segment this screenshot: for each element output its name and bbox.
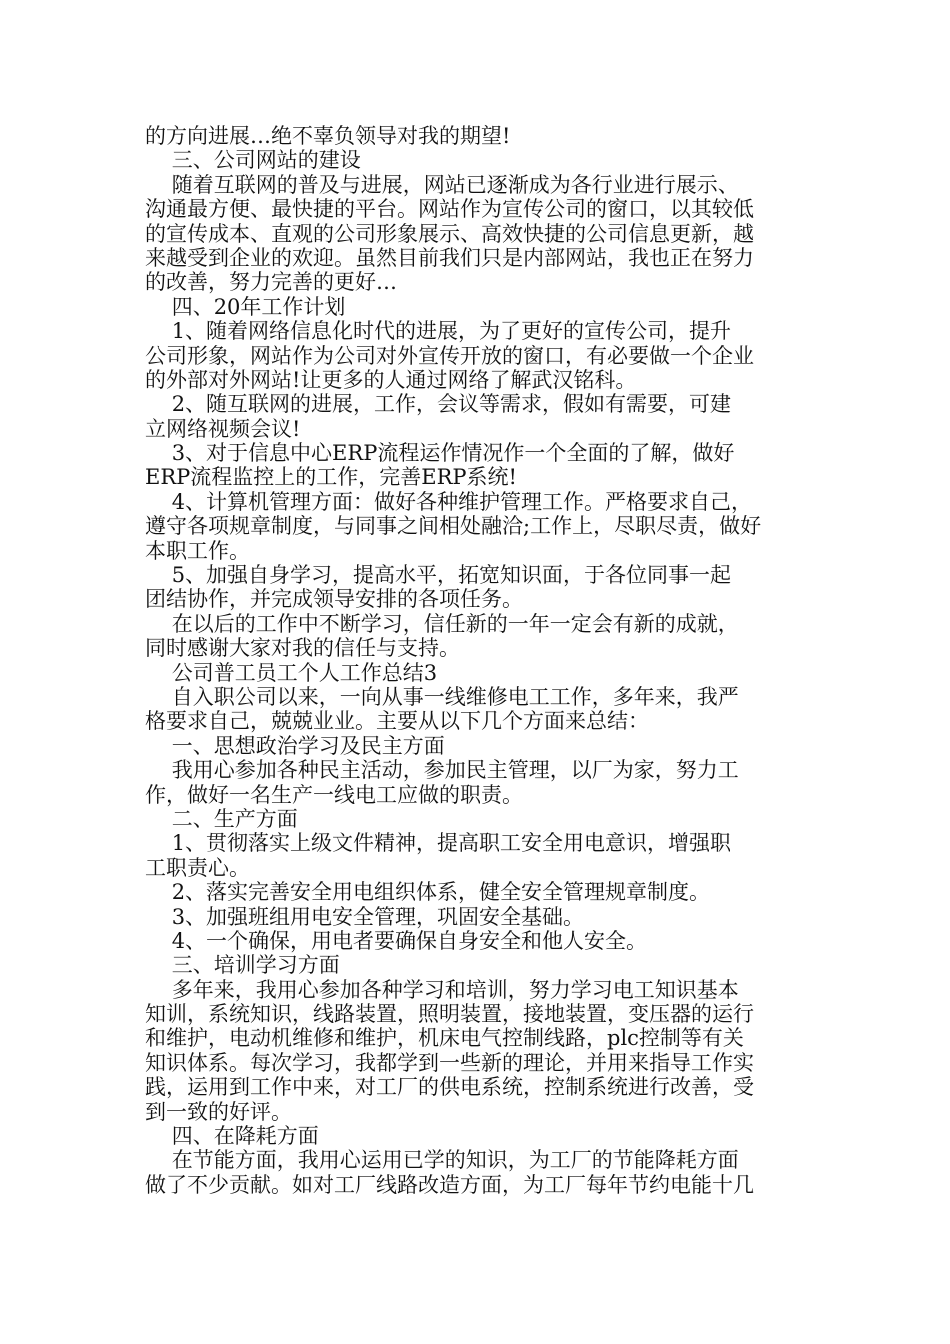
text-line: 作，做好一名生产一线电工应做的职责。 bbox=[145, 782, 523, 807]
text-line: 公司形象，网站作为公司对外宣传开放的窗口，有必要做一个企业 bbox=[145, 343, 754, 368]
text-line: 遵守各项规章制度，与同事之间相处融洽;工作上，尽职尽责，做好 bbox=[145, 514, 762, 539]
text-line: 4、一个确保，用电者要确保自身安全和他人安全。 bbox=[145, 928, 648, 953]
text-line: 随着互联网的普及与进展，网站已逐渐成为各行业进行展示、 bbox=[145, 172, 739, 197]
text-line: 到一致的好评。 bbox=[145, 1099, 292, 1124]
text-line: 2、落实完善安全用电组织体系，健全安全管理规章制度。 bbox=[145, 880, 711, 905]
text-line: ERP流程监控上的工作，完善ERP系统! bbox=[145, 465, 517, 490]
text-line: 立网络视频会议! bbox=[145, 416, 301, 441]
text-line: 我用心参加各种民主活动，参加民主管理，以厂为家，努力工 bbox=[145, 758, 739, 783]
document-body bbox=[145, 124, 810, 1197]
text-line: 自入职公司以来，一向从事一线维修电工工作，多年来，我严 bbox=[145, 684, 739, 709]
text-line: 本职工作。 bbox=[145, 538, 250, 563]
text-line: 5、加强自身学习，提高水平，拓宽知识面，于各位同事一起 bbox=[145, 563, 732, 588]
text-line: 四、20年工作计划 bbox=[145, 294, 346, 319]
text-line: 的方向进展…绝不辜负领导对我的期望! bbox=[145, 124, 511, 148]
text-line: 3、加强班组用电安全管理，巩固安全基础。 bbox=[145, 904, 585, 929]
text-line: 2、随互联网的进展，工作，会议等需求，假如有需要，可建 bbox=[145, 392, 732, 417]
text-line: 三、公司网站的建设 bbox=[145, 148, 361, 173]
text-line: 的宣传成本、直观的公司形象展示、高效快捷的公司信息更新，越 bbox=[145, 221, 754, 246]
text-line: 和维护，电动机维修和维护，机床电气控制线路，plc控制等有关 bbox=[145, 1026, 744, 1051]
text-line: 工职责心。 bbox=[145, 855, 250, 880]
text-line: 在以后的工作中不断学习，信任新的一年一定会有新的成就， bbox=[145, 611, 739, 636]
text-line: 四、在降耗方面 bbox=[145, 1124, 319, 1149]
text-line: 沟通最方便、最快捷的平台。网站作为宣传公司的窗口，以其较低 bbox=[145, 197, 754, 222]
text-line: 4、计算机管理方面：做好各种维护管理工作。严格要求自己， bbox=[145, 489, 753, 514]
text-line: 来越受到企业的欢迎。虽然目前我们只是内部网站，我也正在努力 bbox=[145, 245, 754, 270]
text-line: 公司普工员工个人工作总结3 bbox=[145, 660, 438, 685]
text-line: 多年来，我用心参加各种学习和培训，努力学习电工知识基本 bbox=[145, 977, 739, 1002]
text-line: 团结协作，并完成领导安排的各项任务。 bbox=[145, 587, 523, 612]
text-line: 一、思想政治学习及民主方面 bbox=[145, 733, 445, 758]
text-line: 格要求自己，兢兢业业。主要从以下几个方面来总结： bbox=[145, 709, 649, 734]
text-line: 践，运用到工作中来，对工厂的供电系统，控制系统进行改善，受 bbox=[145, 1075, 754, 1100]
text-line: 1、随着网络信息化时代的进展，为了更好的宣传公司，提升 bbox=[145, 319, 732, 344]
text-line: 三、培训学习方面 bbox=[145, 953, 340, 978]
text-line: 1、贯彻落实上级文件精神，提高职工安全用电意识，增强职 bbox=[145, 831, 732, 856]
text-line: 3、对于信息中心ERP流程运作情况作一个全面的了解，做好 bbox=[145, 441, 735, 466]
text-line: 的外部对外网站!让更多的人通过网络了解武汉铭科。 bbox=[145, 367, 637, 392]
text-line: 知识体系。每次学习，我都学到一些新的理论，并用来指导工作实 bbox=[145, 1050, 754, 1075]
text-line: 知训，系统知识，线路装置，照明装置，接地装置，变压器的运行 bbox=[145, 1002, 754, 1027]
text-line: 做了不少贡献。如对工厂线路改造方面，为工厂每年节约电能十几 bbox=[145, 1172, 754, 1197]
text-line: 同时感谢大家对我的信任与支持。 bbox=[145, 636, 460, 661]
text-line: 在节能方面，我用心运用已学的知识，为工厂的节能降耗方面 bbox=[145, 1148, 739, 1173]
text-line: 的改善，努力完善的更好… bbox=[145, 270, 397, 295]
text-line: 二、生产方面 bbox=[145, 806, 298, 831]
